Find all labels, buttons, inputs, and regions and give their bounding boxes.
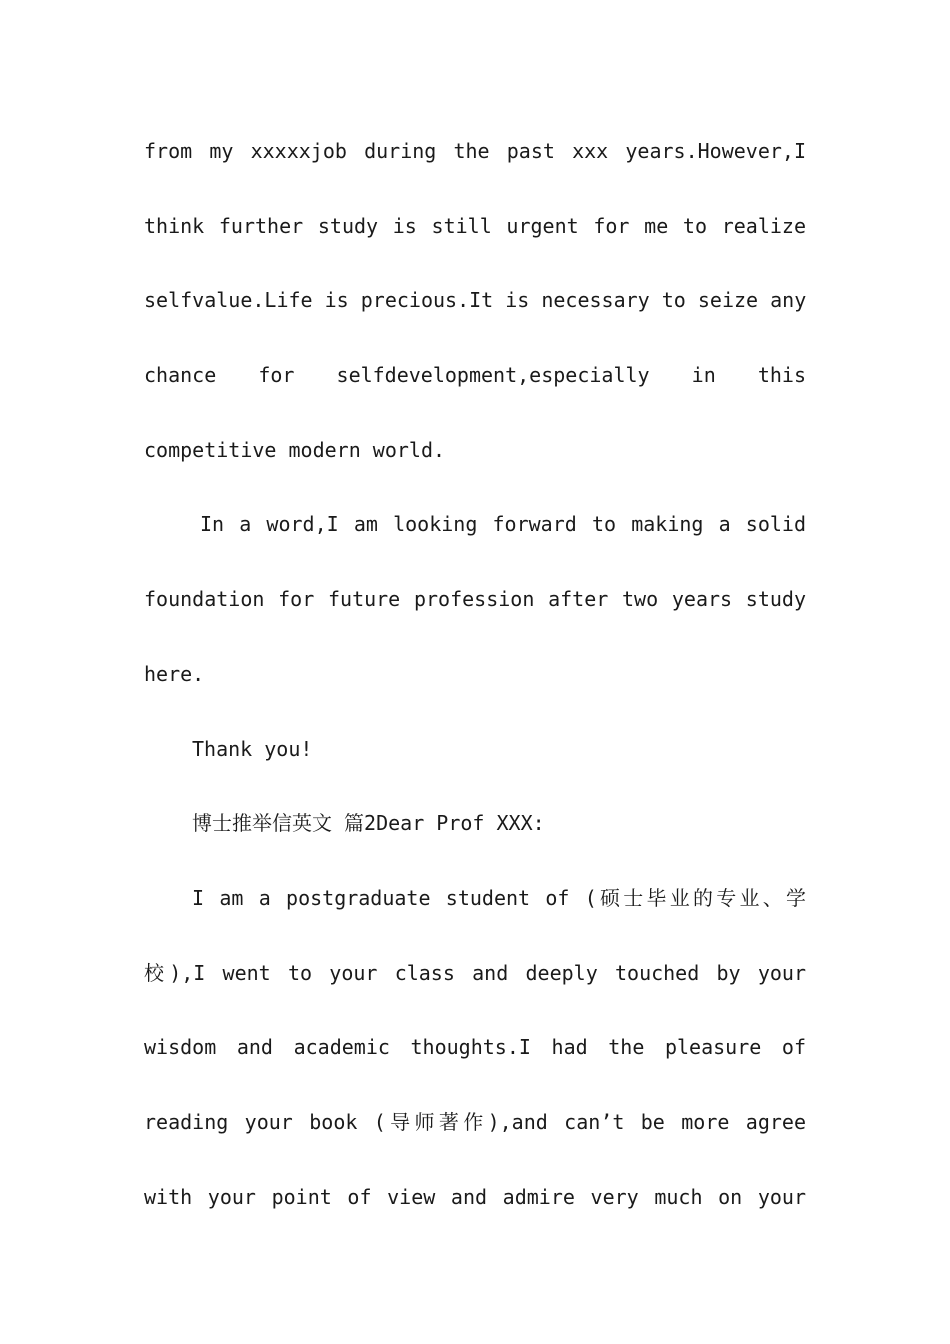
text-line: foundation for future profession after two years study [144, 587, 806, 612]
text-line: here. [144, 661, 205, 686]
text-line: chance for selfdevelopment,especially in this [144, 363, 806, 388]
text-line: competitive modern world. [144, 437, 446, 462]
text-line: 校),I went to your class and deeply touched by your [144, 960, 806, 985]
text-line: I am a postgraduate student of (硕士毕业的专业、学 [192, 885, 806, 910]
text-line: from my xxxxxjob during the past xxx years.However,I [144, 139, 806, 163]
text-line: In a word,I am looking forward to making a solid [200, 512, 806, 537]
section-heading: 博士推举信英文 篇2Dear Prof XXX: [192, 811, 545, 836]
document-body [144, 114, 806, 1234]
closing-line: Thank you! [192, 736, 313, 761]
text-line: with your point of view and admire very much on your [144, 1184, 806, 1209]
text-line: selfvalue.Life is precious.It is necessary to seize any [144, 288, 806, 313]
text-line: reading your book (导师著作),and can’t be more agree [144, 1109, 806, 1134]
text-line: wisdom and academic thoughts.I had the pleasure of [144, 1035, 806, 1060]
text-line: think further study is still urgent for me to realize [144, 213, 806, 238]
